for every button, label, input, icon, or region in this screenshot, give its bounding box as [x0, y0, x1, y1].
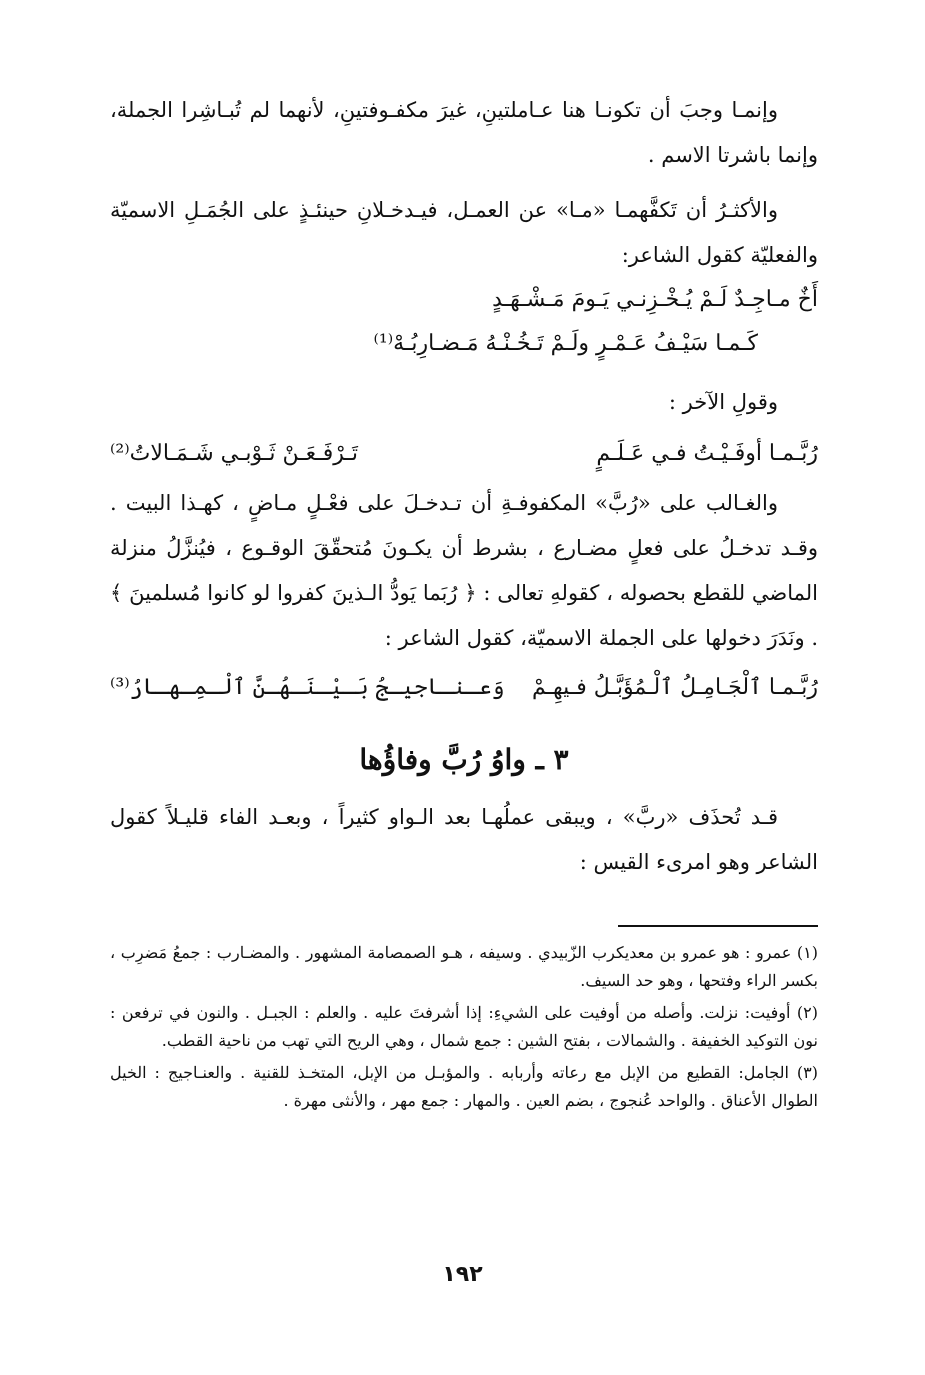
- paragraph-4: والغـالب على «رُبَّ» المكفوفـةِ أن تـدخـلَ على فعْـلٍ مـاضٍ ، كهـذا البيت . وقـد تدخـلُ على فعلٍ مضـارع ، بشرط أن يكـونَ مُتحقّقَ الوقـوع ، فيُنزَّلُ منزلة الماضي للقطع بحصوله ، كقولهِ تعالى : ﴿ رُبَما يَودُّ الـذينَ كفروا لو كانوا مُسلمينَ ﴾ . ونَدَرَ دخولها على الجملة الاسميّة، كقول الشاعر :: [110, 491, 818, 650]
- verse-3: [110, 665, 818, 711]
- verse-2-first-hemistich: رُبَّـمـا أوفَـيْـتُ فـي عَـلَـمٍ: [596, 441, 818, 466]
- verse-3-first-hemistich: رُبَّـمـا ٱلْجَـامِـلُ ٱلْـمُؤَبَّـلُ فـيهِـمْ: [531, 675, 818, 700]
- footnote-3: (٣) الجامل: القطيع من الإبل مع رعاته وأربابه . والمؤبـل من الإبل، المتخـذ للقنية . والعنـاجيج : الخيل الطوال الأعناق . والواحد عُنجوج ، بضم العين . والمهار : جمع مهر ، والأنثى مهرة .: [110, 1063, 818, 1110]
- verse-2-second-hemistich: تَـرْفَـعَـنْ ثَـوْبـي شَـمَـالاتُ⁽²⁾: [110, 441, 358, 466]
- paragraph-3: وقولِ الآخر :: [668, 390, 778, 414]
- paragraph-5: قـد تُحذَف «ربَّ» ، ويبقى عملُهـا بعد الـواو كثيراً ، وبعـد الفاء قليـلاً كقول الشاعر وهو امرىء القيس :: [110, 805, 818, 874]
- paragraph-1: وإنمـا وجبَ أن تكونـا هنا عـاملتينِ، غيرَ مكفـوفتينِ، لأنهما لم تُبـاشِرا الجملة، وإنما باشرتا الاسم .: [110, 98, 818, 167]
- verse-3-second-hemistich: وَعـنـاجيـجُ بَـيْـنَـهُـنَّ ٱلْـمِـهـارُ⁽³⁾: [110, 675, 505, 700]
- footnote-1: (١) عمرو : هو عمرو بن معديكرب الزّبيدي . وسيفه ، هـو الصمصامة المشهور . والمضـارب : جمعُ مَضرِب ، بكسر الراء وفتحها ، وهو حد السيف.: [110, 943, 818, 990]
- section-heading: ٣ ـ واوُ رُبَّ وفاؤُها: [359, 743, 569, 776]
- paragraph-2: والأكثـرُ أن تَكفَّهمـا «مـا» عن العمـل، فيـدخـلانِ حينئـذٍ على الجُمَـلِ الاسميّة والفعليّة كقول الشاعر:: [110, 198, 818, 267]
- page-number: ١٩٢: [442, 1262, 483, 1287]
- verse-1-line-2: كَـمـا سَيْـفُ عَـمْـرٍ ولَـمْ تَـخُـنْـهُ مَـضـارِبُـهْ⁽¹⁾: [373, 331, 758, 356]
- footnote-divider: [618, 925, 818, 927]
- verse-1-line-1: أَخٌ مـاجِـدٌ لَـمْ يُـخْـزِنـي يَـومَ مَـشْـهَـدٍ: [492, 287, 818, 312]
- page-content: [110, 88, 818, 1119]
- verse-2: [110, 431, 818, 477]
- footnote-2: (٢) أوفيت: نزلت. وأصله من أوفيت على الشيءِ: إذا أشرفتَ عليه . والعلم : الجبـل . والنون في ترفعن : نون التوكيد الخفيفة . والشمالات ، بفتح الشين : جمع شمال ، وهي الريح التي تهب من ناحية القطب.: [110, 1003, 819, 1050]
